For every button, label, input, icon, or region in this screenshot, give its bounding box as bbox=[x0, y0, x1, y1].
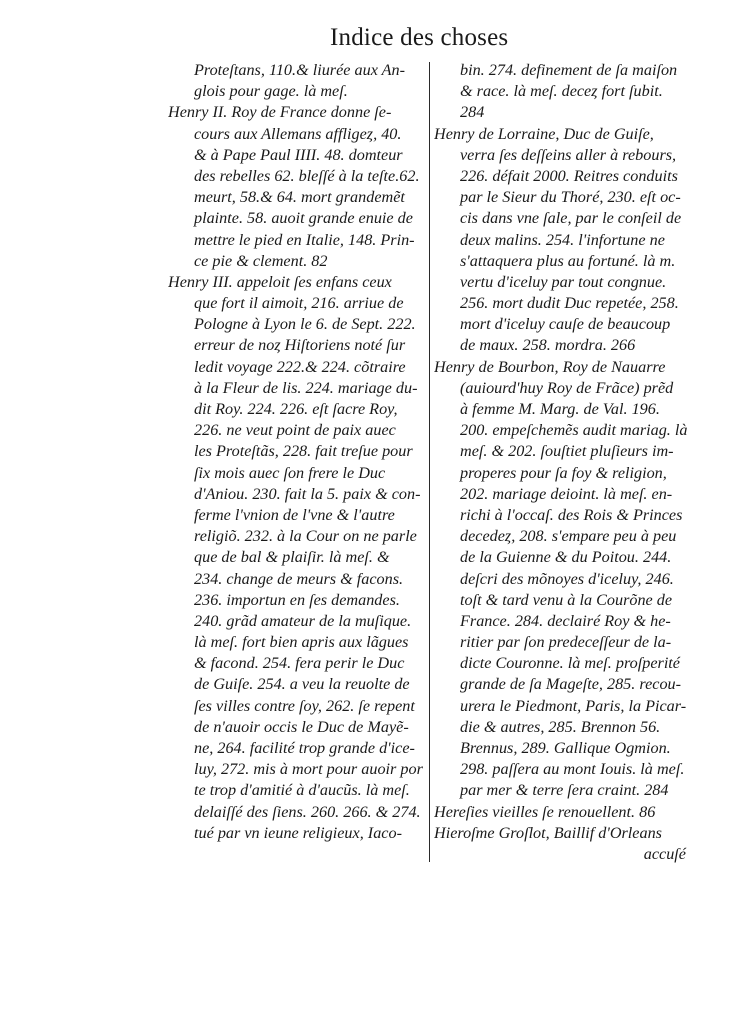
left-column-line: des rebelles 62. bleſſé à la teſte.62. bbox=[194, 166, 420, 185]
right-column-line: vertu d'iceluy par tout congnue. bbox=[460, 272, 667, 291]
left-column-line: les Proteſtãs, 228. fait treſue pour bbox=[194, 442, 413, 461]
left-column-line: ne, 264. facilité trop grande d'ice- bbox=[194, 739, 415, 757]
right-column-line: deſcri des mõnoyes d'iceluy, 246. bbox=[460, 569, 674, 588]
right-column-line: (auiourd'huy Roy de Frãce) prẽd bbox=[460, 378, 674, 397]
right-column-line: ritier par ſon predeceſſeur de la- bbox=[460, 633, 672, 652]
left-column-line: cours aux Allemans affligeȥ, 40. bbox=[194, 124, 402, 143]
right-column-line: properes pour ſa foy & religion, bbox=[460, 463, 667, 482]
left-column-line: mettre le pied en Italie, 148. Prin- bbox=[194, 230, 415, 249]
left-column-line: te trop d'amitié à d'aucũs. là meſ. bbox=[194, 781, 410, 800]
right-column-line: die & autres, 285. Brennon 56. bbox=[460, 717, 661, 736]
left-column-line: dit Roy. 224. 226. eſt ſacre Roy, bbox=[194, 400, 398, 418]
left-column-line: 240. grãd amateur de la muſique. bbox=[194, 611, 412, 630]
right-column-line: 200. empeſchemẽs audit mariag. là bbox=[460, 421, 688, 440]
left-column-line: ledit voyage 222.& 224. cõtraire bbox=[194, 357, 406, 376]
left-column-line: Henry III. appeloit ſes enfans ceux bbox=[168, 272, 392, 291]
right-column-line: Hereſies vieilles ſe renouellent. 86 bbox=[434, 802, 656, 821]
right-column-line: dicte Couronne. là meſ. proſperité bbox=[460, 654, 680, 673]
right-column-line: 256. mort dudit Duc repetée, 258. bbox=[460, 294, 679, 313]
right-column-line: s'attaquera plus au fortuné. là m. bbox=[460, 251, 676, 270]
left-column-line: 234. change de meurs & facons. bbox=[194, 569, 404, 588]
left-column-line: 236. importun en ſes demandes. bbox=[194, 590, 400, 609]
right-column-line: France. 284. declairé Roy & he- bbox=[460, 611, 671, 630]
right-column-line: Brennus, 289. Gallique Ogmion. bbox=[460, 739, 671, 757]
left-column-line: d'Aniou. 230. fait la 5. paix & con- bbox=[194, 484, 421, 503]
right-column-line: 284 bbox=[460, 103, 485, 122]
left-column-line: delaiſſé des ſiens. 260. 266. & 274. bbox=[194, 802, 421, 821]
right-column-line: toſt & tard venu à la Courõne de bbox=[460, 590, 673, 609]
left-column-line: là meſ. fort bien apris aux lãgues bbox=[194, 633, 409, 652]
page-title: Indice des choses bbox=[330, 24, 509, 51]
right-column-line: par le Sieur du Thoré, 230. eſt oc- bbox=[460, 188, 681, 207]
left-column-line: religiõ. 232. à la Cour on ne parle bbox=[194, 527, 417, 546]
right-column bbox=[434, 60, 696, 865]
right-column-line: Hieroſme Groſlot, Baillif d'Orleans bbox=[434, 823, 662, 842]
left-column-line: Henry II. Roy de France donne ſe- bbox=[168, 103, 392, 122]
right-column-line: decedeȥ, 208. s'empare peu à peu bbox=[460, 527, 677, 546]
left-column-line: erreur de noȥ Hiſtoriens noté ſur bbox=[194, 336, 406, 355]
right-column-line: 202. mariage deioint. là meſ. en- bbox=[460, 484, 673, 503]
left-column-line: meurt, 58.& 64. mort grandemẽt bbox=[194, 188, 405, 207]
right-column-line: de maux. 258. mordra. 266 bbox=[460, 336, 636, 355]
right-column-line: cis dans vne ſale, par le conſeil de bbox=[460, 209, 682, 228]
left-column-line: ferme l'vnion de l'vne & l'autre bbox=[194, 505, 395, 524]
left-column-line: que de bal & plaiſir. là meſ. & bbox=[194, 548, 390, 567]
right-column-line: verra ſes deſſeins aller à rebours, bbox=[460, 145, 677, 164]
left-column-line: glois pour gage. là meſ. bbox=[194, 82, 348, 101]
right-column-line: grande de ſa Mageſte, 285. recou- bbox=[460, 675, 682, 694]
left-column-line: de Guiſe. 254. a veu la reuolte de bbox=[194, 675, 410, 694]
right-column-line: bin. 274. definement de ſa maiſon bbox=[460, 61, 678, 79]
left-column-line: ſes villes contre ſoy, 262. ſe repent bbox=[194, 696, 415, 715]
right-column-line: & race. là meſ. deceȥ fort ſubit. bbox=[460, 82, 663, 101]
left-column-line: à la Fleur de lis. 224. mariage du- bbox=[194, 378, 418, 397]
left-column-line: plainte. 58. auoit grande enuie de bbox=[194, 209, 413, 228]
left-column-line: ce pie & clement. 82 bbox=[194, 251, 328, 270]
right-column-line: mort d'iceluy cauſe de beaucoup bbox=[460, 315, 671, 334]
right-column-line: Henry de Lorraine, Duc de Guiſe, bbox=[434, 124, 654, 143]
right-column-line: par mer & terre ſera craint. 284 bbox=[460, 781, 669, 800]
left-column-line: Proteſtans, 110.& liurée aux An- bbox=[194, 61, 406, 79]
left-column-line: & facond. 254. fera perir le Duc bbox=[194, 654, 405, 673]
right-column-line: meſ. & 202. ſouſtiet pluſieurs im- bbox=[460, 442, 674, 461]
right-column-line: deux malins. 254. l'infortune ne bbox=[460, 230, 665, 249]
left-column-line: ſix mois auec ſon frere le Duc bbox=[194, 463, 386, 482]
left-column-line: que fort il aimoit, 216. arriue de bbox=[194, 294, 404, 313]
left-column-line: Pologne à Lyon le 6. de Sept. 222. bbox=[194, 315, 416, 334]
right-column-line: Henry de Bourbon, Roy de Nauarre bbox=[434, 357, 666, 376]
right-column-line: 226. défait 2000. Reitres conduits bbox=[460, 166, 678, 185]
right-column-line: accuſé bbox=[643, 844, 686, 863]
right-column-line: à femme M. Marg. de Val. 196. bbox=[460, 400, 660, 418]
right-column-line: 298. paſſera au mont Iouis. là meſ. bbox=[460, 760, 685, 779]
left-column-line: de n'auoir occis le Duc de Mayẽ- bbox=[194, 717, 409, 736]
right-column-line: richi à l'occaſ. des Rois & Princes bbox=[460, 505, 683, 524]
left-column-line: 226. ne veut point de paix auec bbox=[194, 421, 396, 440]
left-column-line: & à Pape Paul IIII. 48. domteur bbox=[194, 145, 403, 164]
left-column-line: luy, 272. mis à mort pour auoir por bbox=[194, 760, 423, 779]
left-column bbox=[168, 60, 430, 844]
right-column-line: urera le Piedmont, Paris, la Picar- bbox=[460, 696, 687, 715]
left-column-line: tué par vn ieune religieux, Iaco- bbox=[194, 823, 402, 842]
right-column-line: de la Guienne & du Poitou. 244. bbox=[460, 548, 672, 567]
